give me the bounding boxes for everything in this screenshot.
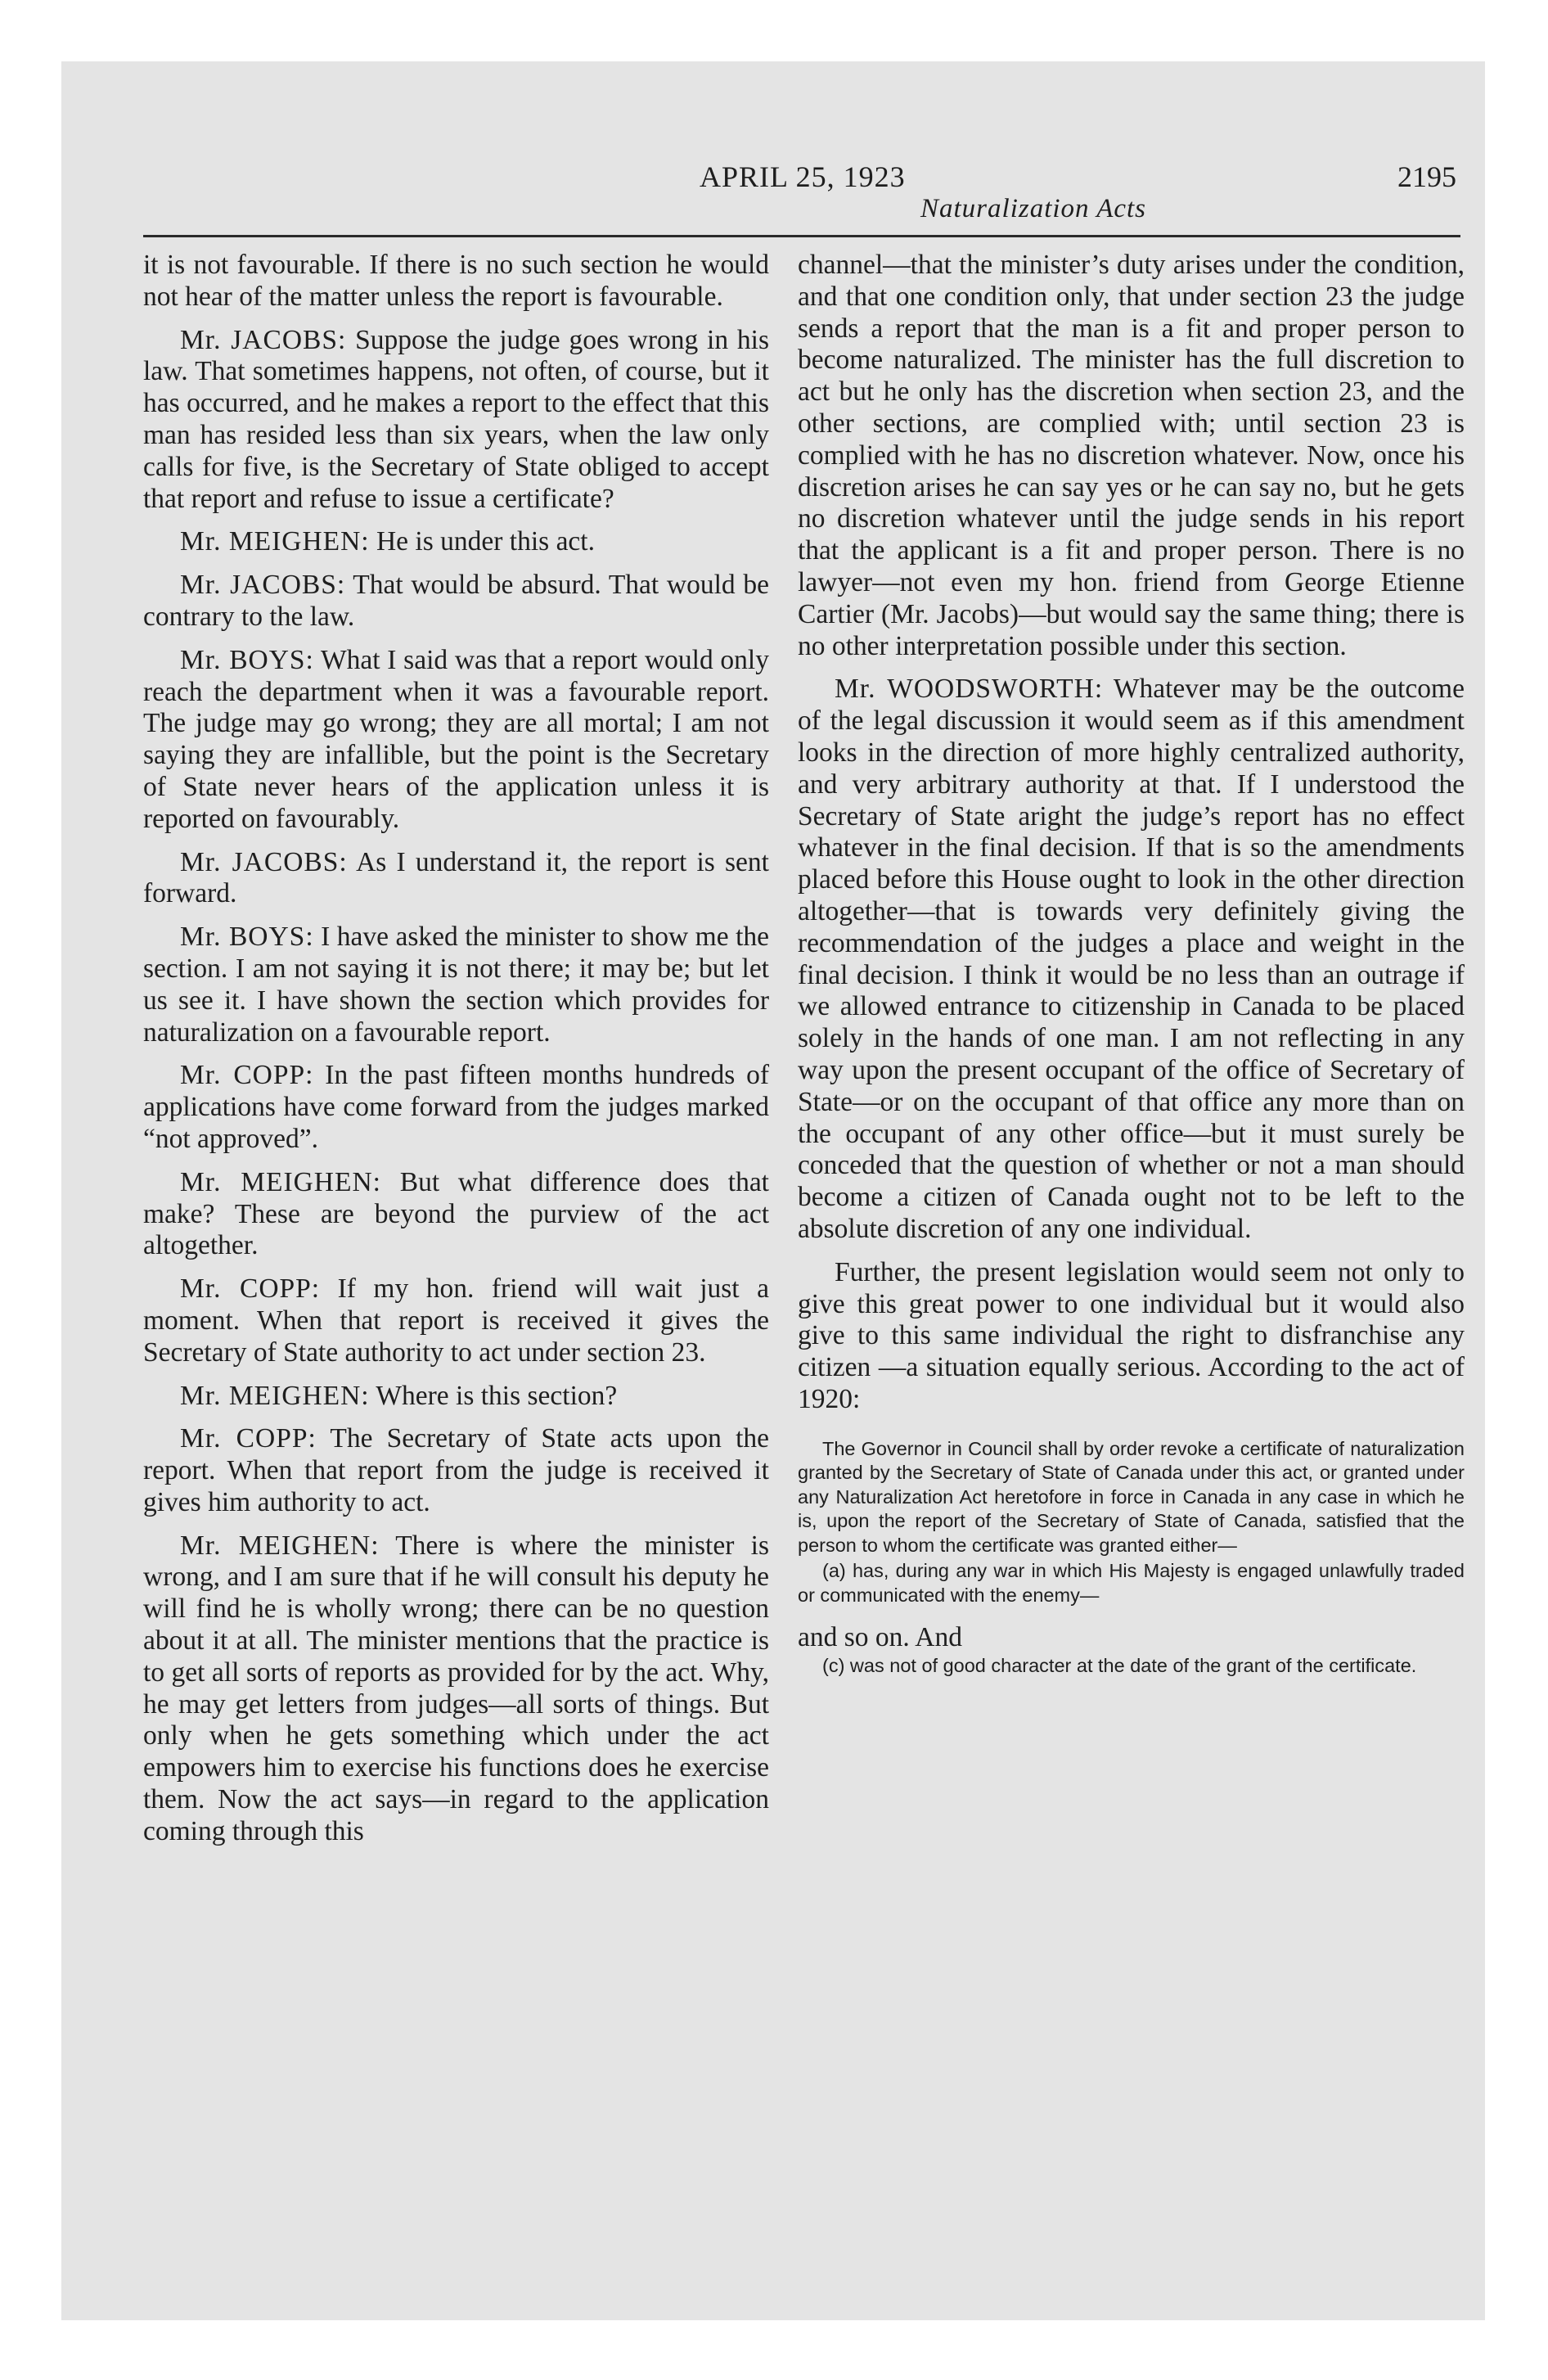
speaker-name: Mr. BOYS: xyxy=(180,922,314,953)
quoted-statute: The Governor in Council shall by order revoke a certificate of naturalization granted by the Secretary of State of Canada under this act, or granted under any Naturalization Act heretofore in force in Canada in any case in which he is, upon the report of the Secretary of State of Canada, satisfied that the person to whom the certificate was granted either— xyxy=(798,1437,1465,1556)
speech-text: I have asked the minister to show me the section. I am not saying it is not there; it may be; but let us see it. I have shown the section which provides for naturalization on a favourable report. xyxy=(143,922,769,1048)
header-rule xyxy=(143,235,1460,237)
speech-text: That would be absurd. That would be contrary to the law. xyxy=(143,570,769,632)
paragraph xyxy=(143,250,769,313)
speech xyxy=(143,1273,769,1368)
paragraph-text: and so on. And xyxy=(798,1622,962,1653)
speech-text: The Secretary of State acts upon the report. When that report from the judge is received it gives him authority to act. xyxy=(143,1423,769,1517)
paragraph-text: Further, the present legislation would seem not only to give this great power to one individual but it would also give to this same individual the right to disfranchise any citizen —a situation equally serious. According to the act of 1920: xyxy=(798,1256,1465,1414)
speaker-name: Mr. COPP: xyxy=(180,1060,314,1091)
right-column xyxy=(798,250,1465,1678)
speaker-name: Mr. JACOBS: xyxy=(180,846,348,877)
speaker-name: Mr. MEIGHEN: xyxy=(180,526,370,557)
section-title: Naturalization Acts xyxy=(920,194,1147,223)
speech xyxy=(143,847,769,911)
speech xyxy=(143,1530,769,1848)
speech xyxy=(143,922,769,1048)
speech xyxy=(798,674,1465,1245)
speaker-name: Mr. COPP: xyxy=(180,1423,317,1454)
speech xyxy=(143,325,769,516)
speaker-name: Mr. BOYS: xyxy=(180,644,314,675)
speaker-name: Mr. COPP: xyxy=(180,1273,321,1305)
speech xyxy=(143,645,769,836)
quoted-clause-c: (c) was not of good character at the date of the grant of the certificate. xyxy=(822,1654,1417,1676)
speaker-name: Mr. MEIGHEN: xyxy=(180,1530,380,1561)
speech-text: As I understand it, the report is sent forward. xyxy=(143,846,769,909)
speaker-name: Mr. JACOBS: xyxy=(180,324,347,355)
speech-text: Whatever may be the outcome of the legal discussion it would seem as if this amendment looks in the direction of more highly centralized authority, and very arbitrary authority at that. If I understood the Secretary of State aright the judge’s report has no effect whatever in the final decision. If that is so the amendments placed before this House ought to look in the other direction altogether—that is towards very definitely giving the recommendation of the judges a place and weight in the final decision. I think it would be no less than an outrage if we allowed entrance to citizenship in Canada to be placed solely in the hands of one man. I am not reflecting in any way upon the present occupant of the office of Secretary of State—or on the occupant of that office any more than on the occupant of any other office—but it must surely be conceded that the question of whether or not a man should become a citizen of Canada ought not to be left to the absolute discretion of any one individual. xyxy=(798,674,1465,1244)
speech xyxy=(143,526,769,558)
header-date: APRIL 25, 1923 xyxy=(700,160,906,193)
paragraph xyxy=(798,1257,1465,1416)
speech-text: But what difference does that make? These are beyond the purview of the act altogether. xyxy=(143,1166,769,1261)
speech-text: In the past fifteen months hundreds of applications have come forward from the judges marked “not approved”. xyxy=(143,1060,770,1154)
document-page xyxy=(61,61,1485,2320)
speech-text: Suppose the judge goes wrong in his law. That sometimes happens, not often, of course, but it has occurred, and he makes a report to the effect that this man has resided less than six years, when the law only calls for five, is the Secretary of State obliged to accept that report and refuse to issue a certificate? xyxy=(143,324,770,514)
left-column xyxy=(143,250,769,1848)
speech xyxy=(143,1167,769,1262)
speaker-name: Mr. JACOBS: xyxy=(180,570,346,601)
speech xyxy=(143,1060,769,1155)
speaker-name: Mr. WOODSWORTH: xyxy=(835,674,1104,705)
speech-text: There is where the minister is wrong, and I am sure that if he will consult his deputy he will find he is wholly wrong; there can be no question about it at all. The minister mentions that the practice is to get all sorts of reports as provided for by the act. Why, he may get letters from judges—all sorts of things. But only when he gets something which under the act empowers him to exercise his functions does he exercise them. Now the act says—in regard to the application coming through this xyxy=(143,1530,769,1846)
page-number: 2195 xyxy=(1397,160,1456,193)
speech xyxy=(143,570,769,633)
quoted-clause-a: (a) has, during any war in which His Majesty is engaged unlawfully traded or communicated with the enemy— xyxy=(798,1560,1465,1606)
speaker-name: Mr. MEIGHEN: xyxy=(180,1380,370,1411)
speech-text: Where is this section? xyxy=(376,1380,618,1411)
speaker-name: Mr. MEIGHEN: xyxy=(180,1166,381,1197)
paragraph-text: channel—that the minister’s duty arises under the condition, and that one condition only, that under section 23 the judge sends a report that the man is a fit and proper person to become naturalized. The minister has the full discretion to act but he only has the discretion when section 23, and the other sections, are complied with; until section 23 is complied with he has no discretion whatever. Now, once his discretion arises he can say yes or he can say no, but he gets no discretion whatever until the judge sends in his report that the applicant is a fit and proper person. There is no lawyer—not even my hon. friend from George Etienne Cartier (Mr. Jacobs)—but would say the same thing; there is no other interpretation possible under this section. xyxy=(798,250,1465,661)
paragraph xyxy=(798,250,1465,662)
paragraph-text: it is not favourable. If there is no such section he would not hear of the matter unless the report is favourable. xyxy=(143,250,769,312)
speech xyxy=(143,1423,769,1518)
speech xyxy=(143,1381,769,1413)
speech-text: If my hon. friend will wait just a moment. When that report is received it gives the Secretary of State authority to act under section 23. xyxy=(143,1273,769,1368)
speech-text: He is under this act. xyxy=(376,526,595,557)
speech-text: What I said was that a report would only reach the department when it was a favourable report. The judge may go wrong; they are all mortal; I am not saying they are infallible, but the point is the Secretary of State never hears of the application unless it is reported on favourably. xyxy=(143,644,769,834)
